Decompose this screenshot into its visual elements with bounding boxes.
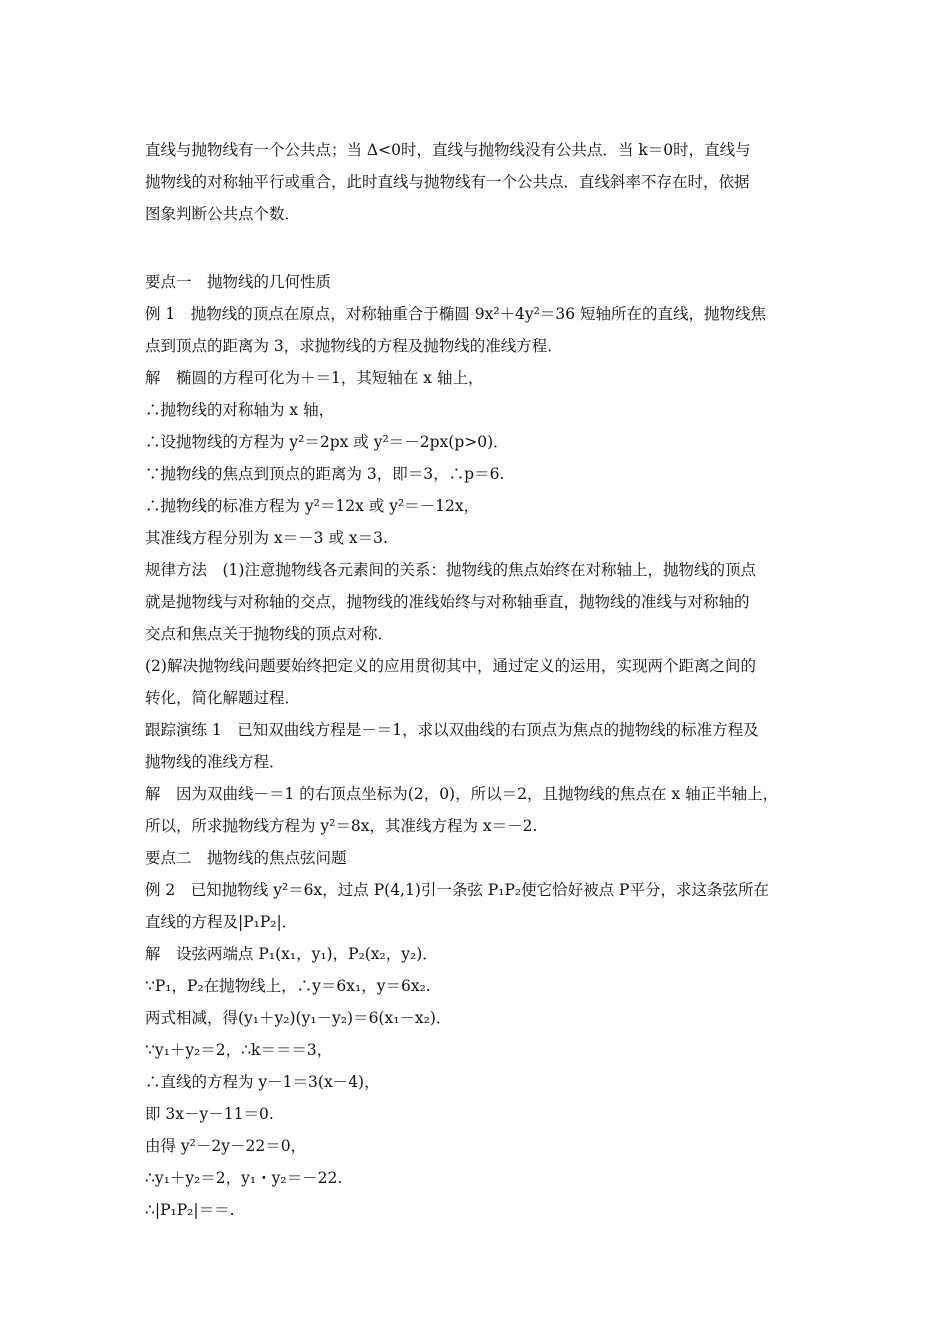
text-line: (2)解决抛物线问题要始终把定义的应用贯彻其中，通过定义的运用，实现两个距离之间的 — [145, 657, 756, 675]
text-line: 就是抛物线与对称轴的交点，抛物线的准线始终与对称轴垂直，抛物线的准线与对称轴的 — [145, 593, 750, 611]
text-line: 两式相减，得(y₁＋y₂)(y₁－y₂)＝6(x₁－x₂)． — [145, 1009, 452, 1027]
text-line: 交点和焦点关于抛物线的顶点对称． — [145, 625, 394, 643]
text-line: ∵P₁，P₂在抛物线上，∴y＝6x₁，y＝6x₂. — [145, 977, 431, 995]
text-line: 解 因为双曲线－＝1 的右顶点坐标为(2，0)，所以＝2，且抛物线的焦点在 x 轴正半轴上， — [145, 785, 779, 803]
text-line: 例 1 抛物线的顶点在原点，对称轴重合于椭圆 9x²＋4y²＝36 短轴所在的直线，抛物线焦 — [145, 305, 767, 323]
text-line: 跟踪演练 1 已知双曲线方程是－＝1，求以双曲线的右顶点为焦点的抛物线的标准方程及 — [145, 721, 759, 739]
text-line: ∴抛物线的标准方程为 y²＝12x 或 y²＝－12x， — [145, 497, 480, 515]
section-heading: 要点一 抛物线的几何性质 — [145, 273, 332, 291]
section-heading: 要点二 抛物线的焦点弦问题 — [145, 849, 347, 867]
text-line: 直线的方程及|P₁P₂|． — [145, 913, 298, 931]
text-line: ∴设抛物线的方程为 y²＝2px 或 y²＝－2px(p>0)． — [145, 433, 509, 451]
text-line: 图象判断公共点个数． — [145, 205, 301, 223]
text-line: 其准线方程分别为 x＝－3 或 x＝3. — [145, 529, 388, 547]
text-line: ∴直线的方程为 y－1＝3(x－4)， — [145, 1073, 380, 1091]
text-line: 例 2 已知抛物线 y²＝6x，过点 P(4,1)引一条弦 P₁P₂使它恰好被点 P平分，求这条弦所在 — [145, 881, 769, 899]
text-line: 转化，简化解题过程． — [145, 689, 301, 707]
text-line: 规律方法 (1)注意抛物线各元素间的关系：抛物线的焦点始终在对称轴上，抛物线的顶点 — [145, 561, 756, 579]
text-line: ∵抛物线的焦点到顶点的距离为 3，即＝3，∴p＝6. — [145, 465, 505, 483]
text-line: ∴抛物线的对称轴为 x 轴， — [145, 401, 335, 419]
text-line: 即 3x－y－11＝0. — [145, 1105, 274, 1123]
text-line: 解 椭圆的方程可化为＋＝1，其短轴在 x 轴上， — [145, 369, 484, 387]
text-line: 直线与抛物线有一个公共点；当 Δ<0时，直线与抛物线没有公共点．当 k＝0时，直线与 — [145, 141, 751, 159]
text-line: ∴|P₁P₂|＝＝. — [145, 1201, 235, 1219]
text-line: 点到顶点的距离为 3，求抛物线的方程及抛物线的准线方程． — [145, 337, 563, 355]
text-line: ∴y₁＋y₂＝2，y₁・y₂＝－22. — [145, 1169, 343, 1187]
text-line: 所以，所求抛物线方程为 y²＝8x，其准线方程为 x＝－2. — [145, 817, 538, 835]
text-line: 抛物线的准线方程． — [145, 753, 285, 771]
text-line: 由得 y²－2y－22＝0， — [145, 1137, 307, 1155]
text-line: ∵y₁＋y₂＝2，∴k＝＝＝3， — [145, 1041, 333, 1059]
text-line: 抛物线的对称轴平行或重合，此时直线与抛物线有一个公共点．直线斜率不存在时，依据 — [145, 173, 750, 191]
text-line: 解 设弦两端点 P₁(x₁，y₁)，P₂(x₂，y₂)． — [145, 945, 438, 963]
